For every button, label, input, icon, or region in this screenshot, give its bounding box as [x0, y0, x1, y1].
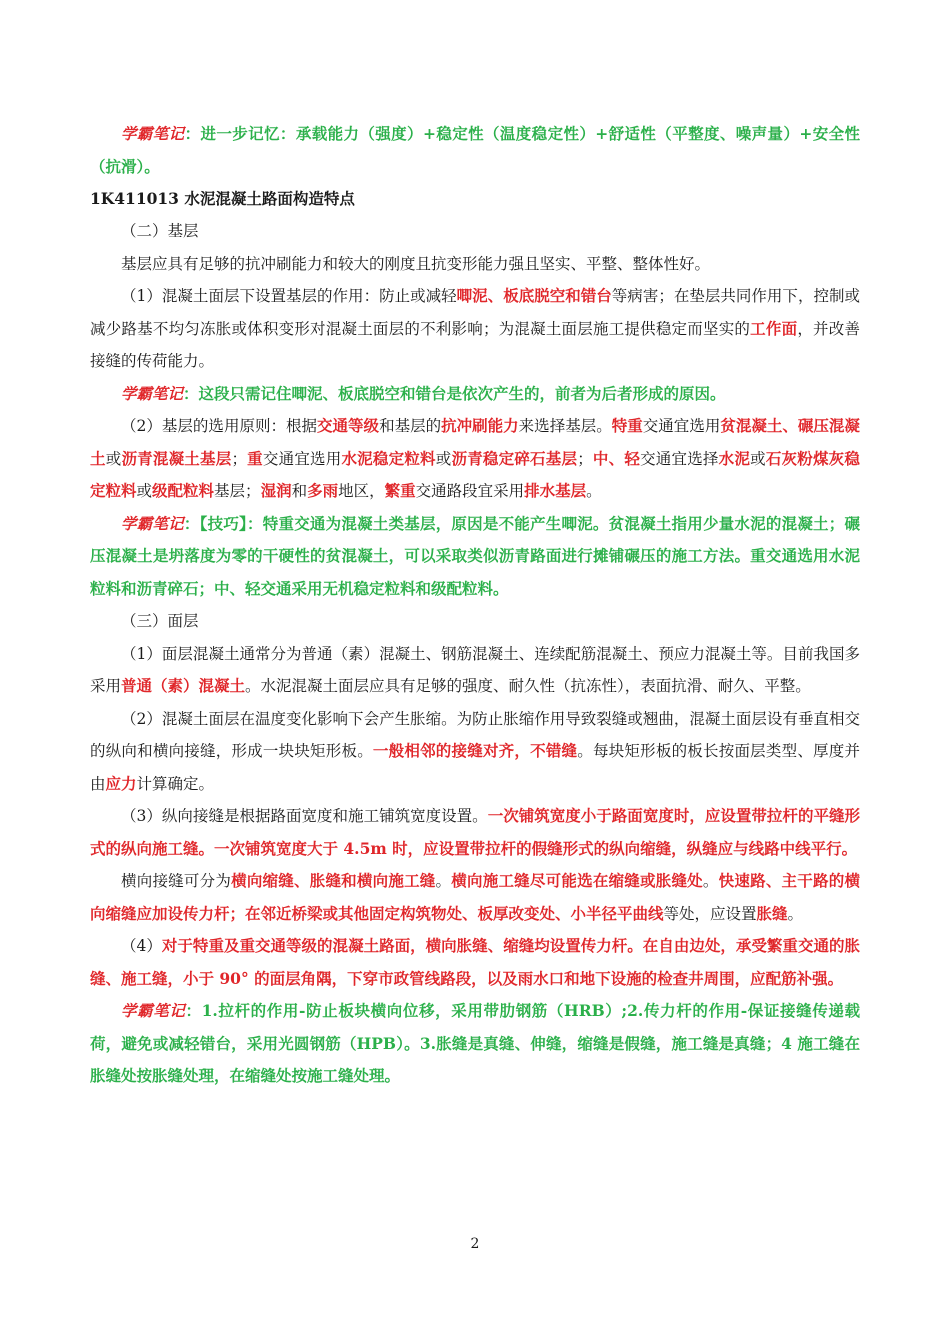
emphasis-text: 级配粒料 [152, 481, 215, 500]
paragraph-text: 计算确定。 [136, 774, 215, 793]
emphasis-text: 水泥稳定粒料 [341, 448, 436, 468]
paragraph-text: 基层； [214, 482, 261, 500]
study-note [90, 995, 860, 1093]
paragraph-text: 基层应具有足够的抗冲刷能力和较大的刚度且抗变形能力强且坚实、平整、整体性好。 [121, 254, 711, 273]
emphasis-text: 应力 [105, 773, 137, 793]
emphasis-text: 对于特重及重交通等级的混凝土路面，横向胀缝、缩缝均设置传力杆。在自由边处，承受繁重交通的胀缝、施工缝，小于 90° 的面层角隅，下穿市政管线路段，以及雨水口和地下设施的检查井周围，应配筋补强。 [90, 936, 860, 988]
paragraph-text: ； [231, 449, 247, 468]
paragraph-text: ，并改善接缝的传荷能力。 [90, 319, 860, 370]
emphasis-text: 重 [246, 448, 263, 468]
study-note-label: 学霸笔记 [121, 383, 184, 403]
paragraph-text: 。 [586, 482, 602, 500]
body-paragraph [90, 930, 860, 995]
paragraph-text: 来选择基层。 [518, 417, 612, 435]
paragraph-text: （1）面层混凝土通常分为普通（素）混凝土、钢筋混凝土、连续配筋混凝土、预应力混凝土等。目前我国多采用 [90, 644, 860, 695]
paragraph-text: 等处，应设置 [663, 904, 757, 923]
paragraph-text: 地区， [338, 482, 385, 500]
emphasis-text: 普通（素）混凝土 [121, 676, 246, 695]
body-paragraph [90, 605, 860, 638]
emphasis-text: 胀缝 [756, 903, 788, 923]
paragraph-text: （2）混凝土面层在温度变化影响下会产生胀缩。为防止胀缩作用导致裂缝或翘曲，混凝土面层设有垂直相交的纵向和横向接缝，形成一块块矩形板。 [90, 709, 860, 760]
emphasis-text: 一次铺筑宽度小于路面宽度时，应设置带拉杆的平缝形式的纵向施工缝。一次铺筑宽度大于 4.5m 时，应设置带拉杆的假缝形式的纵向缩缝，纵缝应与线路中线平行。 [90, 806, 860, 858]
paragraph-text: 和 [291, 482, 308, 500]
body-paragraph [90, 638, 860, 703]
paragraph-text: 横向接缝可分为 [121, 872, 232, 890]
study-note-text: ：这段只需记住唧泥、板底脱空和错台是依次产生的，前者为后者形成的原因。 [183, 383, 726, 403]
emphasis-text: 沥青混凝土基层 [121, 448, 232, 468]
emphasis-text: 湿润 [260, 481, 292, 500]
page-content [90, 118, 860, 1093]
paragraph-text: （二）基层 [121, 222, 199, 240]
paragraph-text: 。水泥混凝土面层应具有足够的强度、耐久性（抗冻性），表面抗滑、耐久、平整。 [245, 677, 811, 695]
emphasis-text: 水泥 [718, 448, 751, 468]
page-number: 2 [470, 1236, 480, 1252]
emphasis-text: 中、轻 [592, 448, 641, 468]
body-paragraph [90, 215, 860, 248]
paragraph-text: （三）面层 [121, 612, 199, 630]
paragraph-text: 等病害；在垫层共同作用下，控制或减少路基不均匀冻胀或体积变形对混凝土面层的不利影响；为混凝土面层施工提供稳定而坚实的 [90, 287, 860, 338]
paragraph-text: 或 [136, 482, 153, 500]
paragraph-text: 交通宜选用 [262, 449, 342, 468]
paragraph-text: 交通宜选用 [642, 417, 721, 435]
emphasis-text: 特重 [611, 416, 643, 435]
paragraph-text: （4） [121, 937, 162, 955]
emphasis-text: 交通等级 [317, 416, 380, 435]
section-heading: 1K411013 水泥混凝土路面构造特点 [90, 189, 355, 208]
study-note [90, 118, 860, 183]
study-note-text: ：1.拉杆的作用-防止板块横向位移，采用带肋钢筋（HRB）;2.传力杆的作用-保证接缝传递载荷，避免或减轻错台，采用光圆钢筋（HPB）。3.胀缝是真缝、伸缝，缩缝是假缝，施工缝是真缝；4 施工缝在胀缝处按胀缝处理，在缩缝处按施工缝处理。 [90, 1001, 860, 1085]
emphasis-text: 排水基层 [524, 481, 587, 500]
body-paragraph [90, 800, 860, 865]
paragraph-text: 。 [435, 872, 452, 890]
emphasis-text: 一般相邻的接缝对齐，不错缝 [372, 741, 578, 760]
study-note-label: 学霸笔记 [121, 124, 185, 143]
paragraph-text: 或 [750, 449, 766, 468]
study-note-text: ：进一步记忆：承载能力（强度）+稳定性（温度稳定性）+舒适性（平整度、噪声量）+安全性（抗滑）。 [90, 124, 860, 176]
body-paragraph [90, 703, 860, 801]
paragraph-text: （2）基层的选用原则：根据 [121, 417, 318, 435]
body-paragraph [90, 248, 860, 281]
paragraph-text: 。 [787, 904, 804, 923]
paragraph-text: （3）纵向接缝是根据路面宽度和施工铺筑宽度设置。 [121, 807, 488, 825]
emphasis-text: 横向施工缝尽可能选在缩缝或胀缝处 [451, 871, 703, 890]
paragraph-text: 。每块矩形板的板长按面层类型、厚度并由 [90, 742, 860, 793]
emphasis-text: 石灰粉煤灰稳定粒料 [90, 448, 860, 500]
study-note-text: ：【技巧】：特重交通为混凝土类基层，原因是不能产生唧泥。贫混凝土指用少量水泥的混凝土；碾压混凝土是坍落度为零的干硬性的贫混凝土，可以采取类似沥青路面进行摊铺碾压的施工方法。重交通选用水泥粒料和沥青碎石；中、轻交通采用无机稳定粒料和级配粒料。 [90, 513, 860, 598]
emphasis-text: 繁重 [384, 481, 416, 500]
study-note [90, 508, 860, 606]
paragraph-text: 或 [105, 449, 122, 468]
emphasis-text: 抗冲刷能力 [441, 416, 519, 435]
paragraph-text: 。 [702, 872, 719, 890]
paragraph-text: 和基层的 [379, 417, 442, 435]
emphasis-text: 横向缩缝、胀缝和横向施工缝 [231, 871, 436, 890]
emphasis-text: 沥青稳定碎石基层 [451, 448, 578, 468]
body-paragraph [90, 280, 860, 378]
body-paragraph [90, 410, 860, 508]
emphasis-text: 贫混凝土、碾压混凝土 [90, 416, 860, 468]
body-paragraph [90, 865, 860, 930]
paragraph-text: 或 [435, 449, 452, 468]
paragraph-text: 交通路段宜采用 [415, 482, 525, 500]
emphasis-text: 多雨 [307, 481, 339, 500]
paragraph-text: （1）混凝土面层下设置基层的作用：防止或减轻 [121, 287, 457, 305]
study-note-label: 学霸笔记 [121, 1001, 186, 1020]
paragraph-text: ； [577, 449, 593, 468]
emphasis-text: 快速路、主干路的横向缩缝应加设传力杆；在邻近桥梁或其他固定构筑物处、板厚改变处、小半径平曲线 [90, 871, 860, 923]
emphasis-text: 唧泥、板底脱空和错台 [456, 286, 612, 305]
study-note [90, 378, 860, 411]
emphasis-text: 工作面 [750, 318, 798, 338]
paragraph-text: 交通宜选择 [640, 449, 719, 468]
study-note-label: 学霸笔记 [121, 513, 184, 533]
